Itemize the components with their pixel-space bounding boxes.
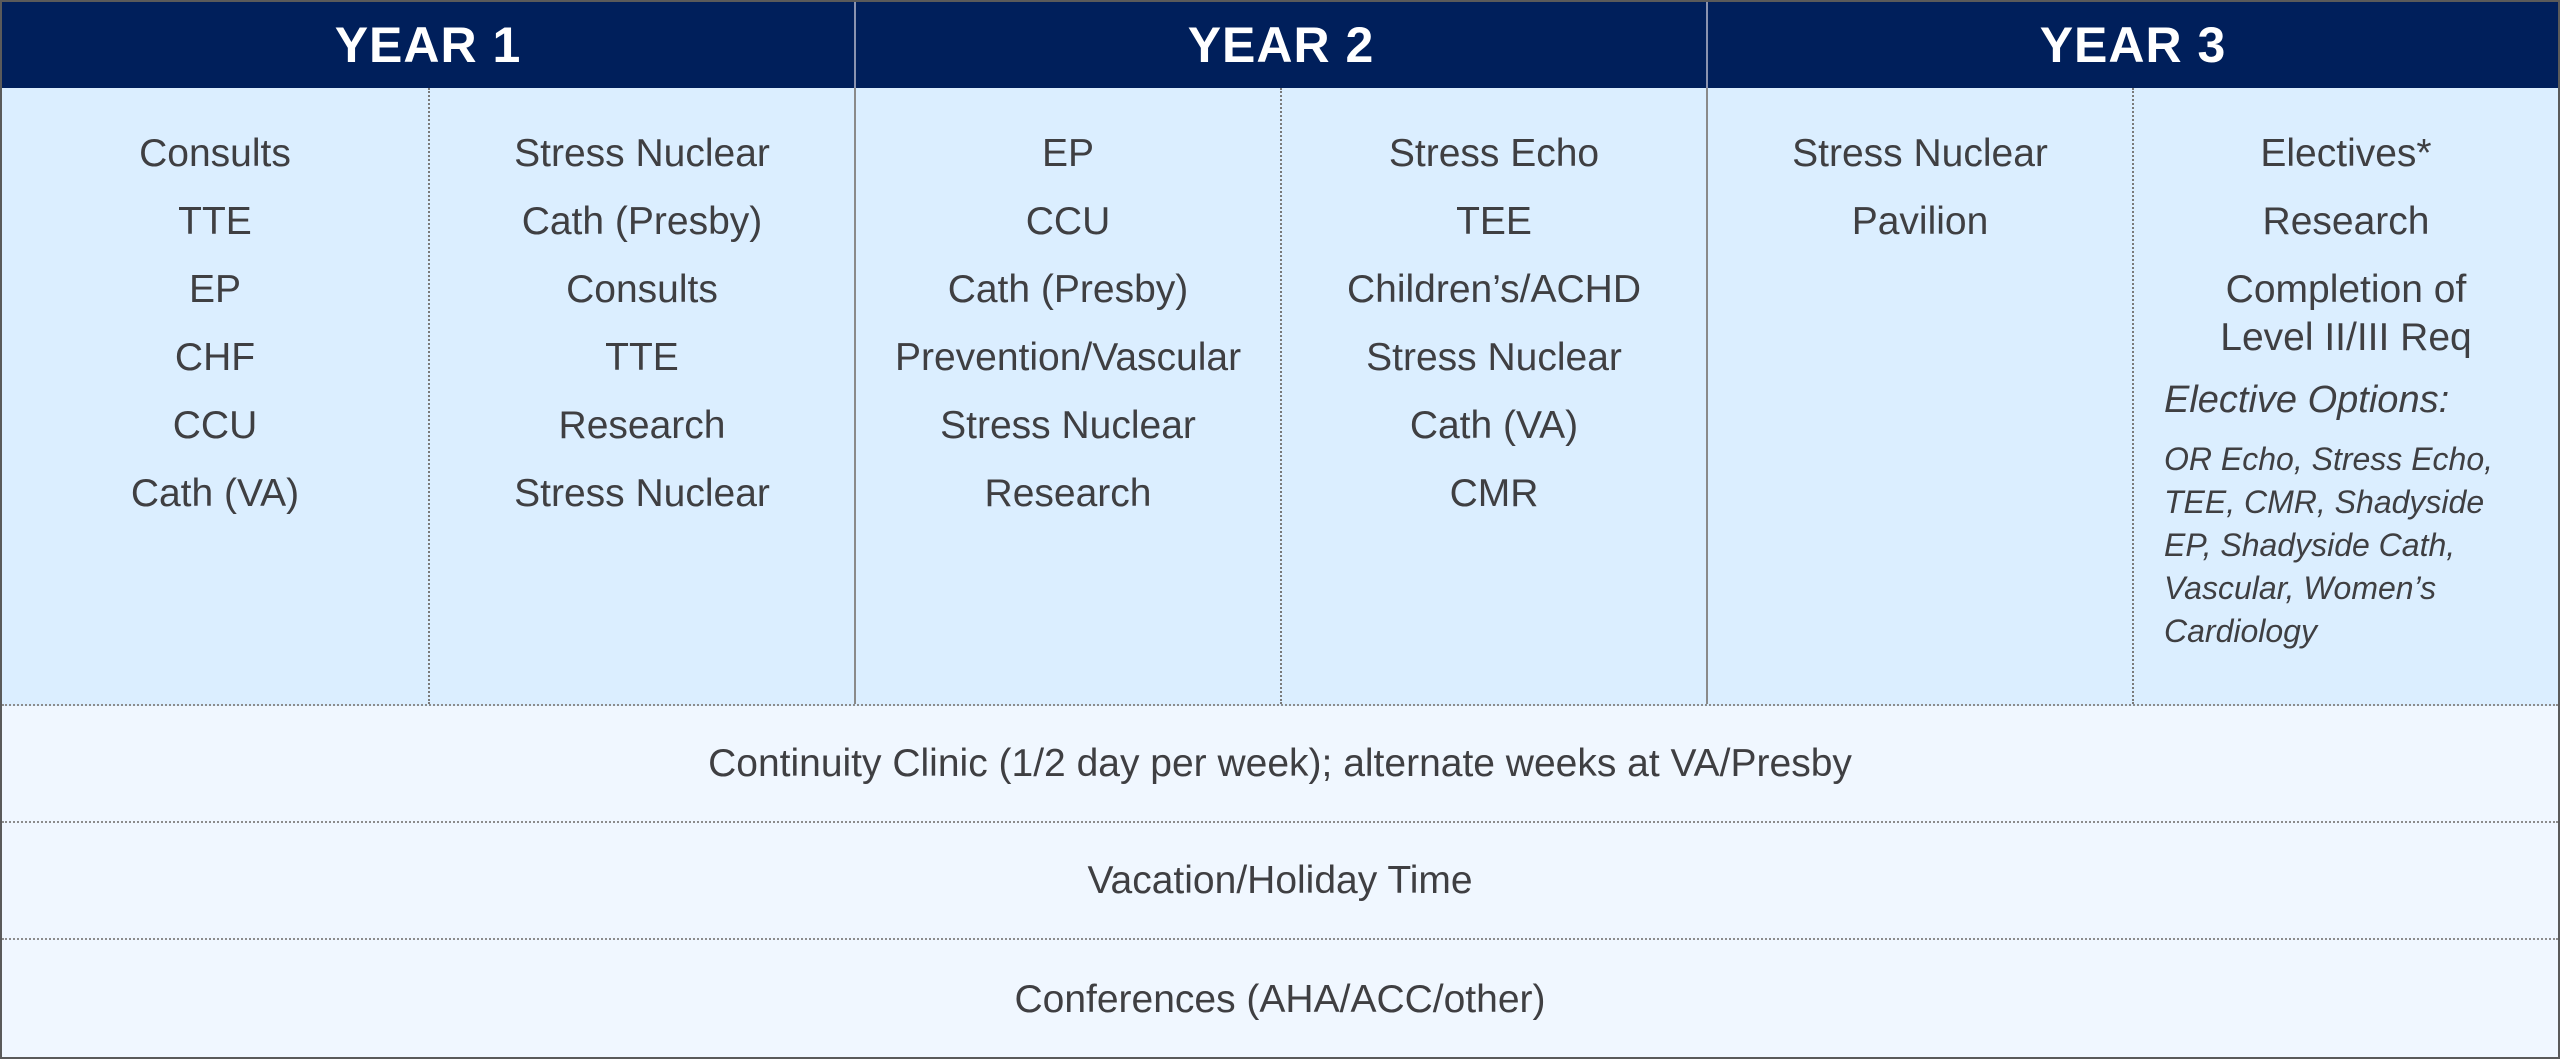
rotation-item: EP: [188, 268, 242, 311]
rotation-list: [2, 130, 428, 518]
rotation-item: CCU: [172, 404, 258, 447]
rotation-item: Cath (Presby): [521, 200, 763, 243]
rotation-item: TTE: [605, 336, 679, 379]
rotation-item: TEE: [1456, 200, 1532, 243]
rotation-item: TTE: [178, 200, 252, 243]
rotation-item: Research: [984, 472, 1152, 515]
vacation-row: [2, 823, 2558, 940]
year-3-column-a: [1706, 88, 2132, 704]
year-1-column-b: [428, 88, 854, 704]
rotation-item: Children’s/ACHD: [1346, 268, 1642, 311]
year-2-header: YEAR 2: [854, 2, 1706, 88]
rotation-item: Prevention/Vascular: [894, 336, 1242, 379]
rotation-item: Research: [558, 404, 726, 447]
rotation-list: [430, 130, 854, 518]
conferences-text: Conferences (AHA/ACC/other): [1014, 977, 1546, 1021]
rotation-item: EP: [1041, 132, 1095, 175]
rotation-item: Stress Echo: [1388, 132, 1600, 175]
rotation-item: CCU: [1025, 200, 1111, 243]
vacation-text: Vacation/Holiday Time: [1087, 858, 1473, 902]
year-3-column-b: [2132, 88, 2558, 704]
rotation-item: CMR: [1449, 472, 1539, 515]
continuity-clinic-row: [2, 706, 2558, 823]
rotation-item: Research: [2262, 200, 2430, 243]
elective-options-list: OR Echo, Stress Echo, TEE, CMR, Shadyside EP, Shadyside Cath, Vascular, Women’s Cardiology: [2164, 441, 2494, 649]
rotation-item: Cath (VA): [130, 472, 300, 515]
rotation-row: [2, 88, 2558, 706]
conferences-row: [2, 940, 2558, 1059]
year-header-row: [2, 2, 2558, 88]
year-1-column-a: [2, 88, 428, 704]
year-3-header: YEAR 3: [1706, 2, 2558, 88]
rotation-item: Consults: [566, 268, 718, 311]
rotation-item: Stress Nuclear: [514, 472, 770, 515]
rotation-item: CHF: [174, 336, 256, 379]
rotation-list: [1282, 130, 1706, 518]
rotation-item: Electives*: [2260, 132, 2432, 175]
rotation-item: Stress Nuclear: [1366, 336, 1622, 379]
rotation-item: Cath (VA): [1409, 404, 1579, 447]
rotation-item: Stress Nuclear: [940, 404, 1196, 447]
continuity-clinic-text: Continuity Clinic (1/2 day per week); alternate weeks at VA/Presby: [708, 741, 1852, 785]
year-1-header: YEAR 1: [334, 17, 522, 73]
rotation-item: Pavilion: [1851, 200, 1989, 243]
rotation-list: [2134, 130, 2558, 362]
rotation-item: Stress Nuclear: [1792, 132, 2048, 175]
year-2-column-a: [854, 88, 1280, 704]
rotation-list: [856, 130, 1280, 518]
year-2-column-b: [1280, 88, 1706, 704]
rotation-item: Consults: [139, 132, 291, 175]
rotation-item: Stress Nuclear: [514, 132, 770, 175]
rotation-item: Cath (Presby): [947, 268, 1189, 311]
rotation-item: Completion of Level II/III Req: [2220, 268, 2472, 359]
elective-options-heading: Elective Options:: [2164, 379, 2450, 421]
rotation-list: [1708, 130, 2132, 246]
